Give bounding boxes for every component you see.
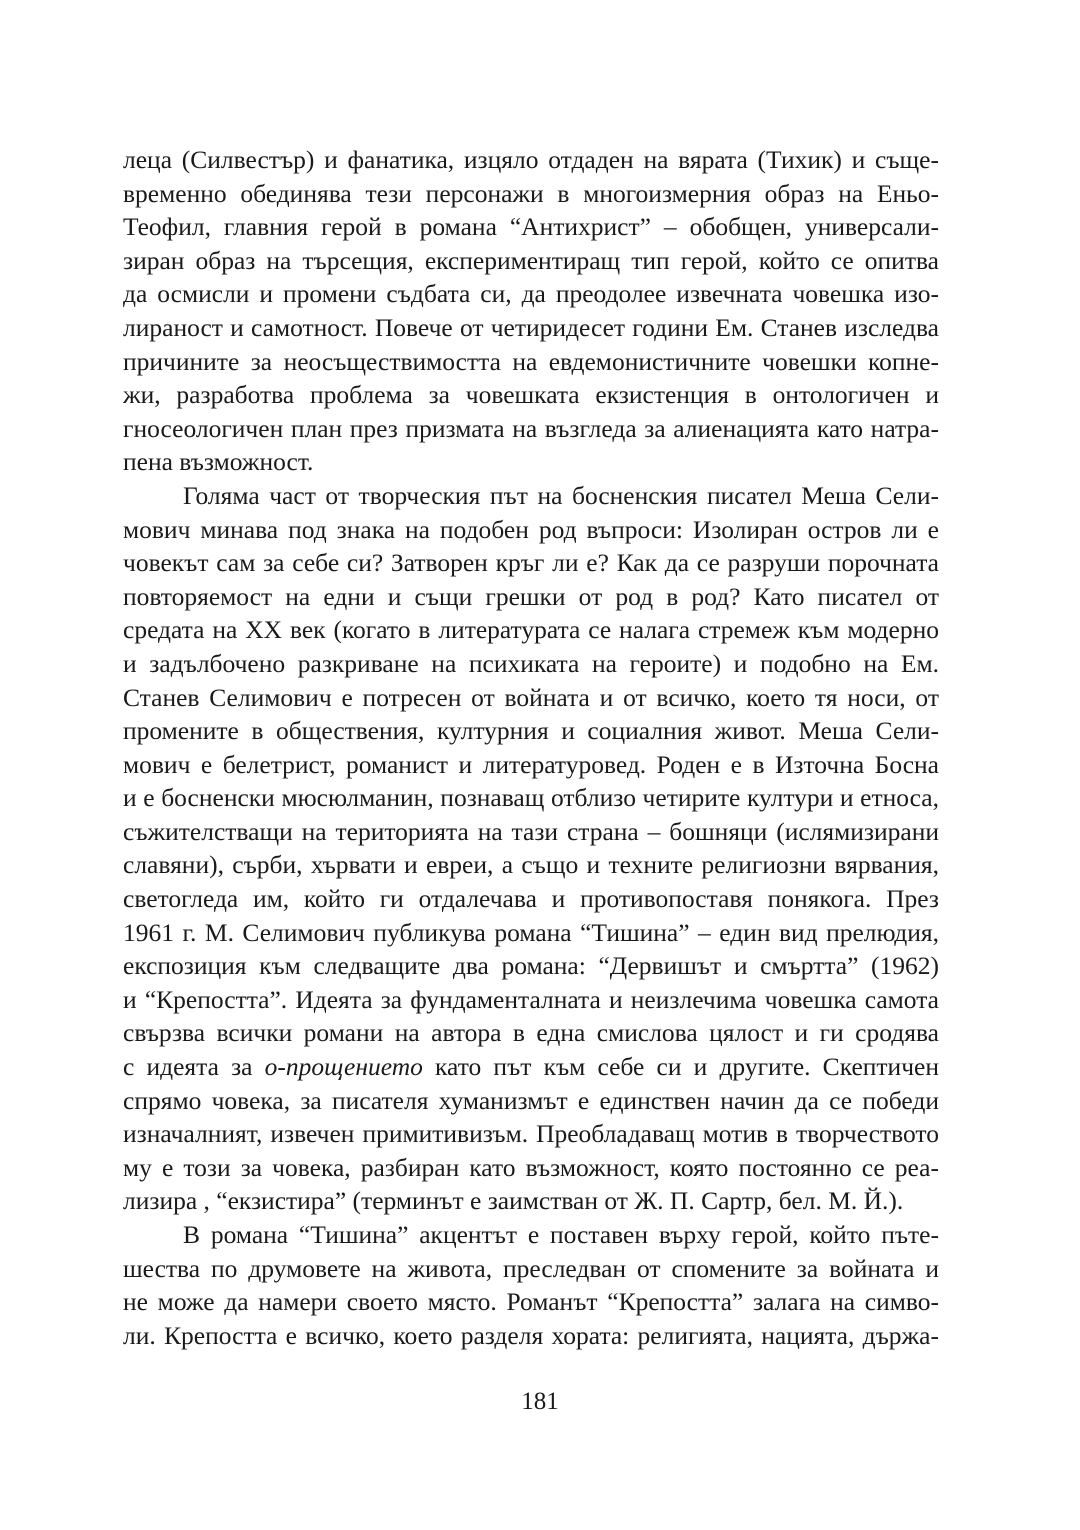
text-line: Голяма част от творческия път на босненския писател Меша Сели- <box>183 480 939 510</box>
text-line: изначалният, извечен примитивизъм. Преобладаващ мотив в творчеството <box>123 1119 939 1149</box>
text-line: В романа “Тишина” акцентът е поставен върху герой, който пъте- <box>183 1220 939 1249</box>
text-run: като път към себе си и другите. Скептичен <box>422 1052 939 1082</box>
text-line: мович минава под знака на подобен род въпроси: Изолиран остров ли е <box>123 514 939 544</box>
text-run: с идеята за <box>123 1052 265 1082</box>
text-line: свързва всички романи на автора в една смислова цялост и ги сродява <box>123 1018 939 1048</box>
text-line: Станев Селимович е потресен от войната и от всичко, което тя носи, от <box>123 682 939 712</box>
text-line: експозиция към следващите два романа: “Дервишът и смъртта” (1962) <box>123 951 939 981</box>
paragraph-1 <box>123 143 939 479</box>
paragraph-2 <box>123 479 939 1218</box>
text-line: мович е белетрист, романист и литературовед. Роден е в Източна Босна <box>123 749 939 779</box>
text-line: жи, разработва проблема за човешката екзистенция в онтологичен и <box>123 380 939 410</box>
text-line: 1961 г. М. Селимович публикува романа “Тишина” – един вид прелюдия, <box>123 917 939 947</box>
text-line: леца (Силвестър) и фанатика, изцяло отдаден на вярата (Тихик) и същe- <box>123 145 939 174</box>
text-line: лираност и самотност. Повече от четиридесет години Ем. Станев изследва <box>123 312 939 342</box>
text-line: му е този за човека, разбиран като възможност, която постоянно се реа- <box>123 1152 939 1182</box>
text-line: временно обединява тези персонажи в многоизмерния образ на Еньо- <box>123 178 939 208</box>
text-line: средата на XX век (когато в литературата се налага стремеж към модерно <box>123 615 939 645</box>
italic-term: о-прощението <box>264 1052 423 1082</box>
text-line: славяни), сърби, хървати и евреи, а също и техните религиозни вярвания, <box>123 850 939 880</box>
text-line: зиран образ на търсещия, експериментиращ тип герой, който се опитва <box>123 245 939 275</box>
text-line: спрямо човека, за писателя хуманизмът е единствен начин да се победи <box>123 1085 939 1115</box>
text-line: гносеологичен план през призмата на възгледа за алиенацията като натра- <box>123 413 939 443</box>
text-line: съжителстващи на територията на тази страна – бошняци (ислямизирани <box>123 816 939 846</box>
page-body <box>123 143 939 1352</box>
text-line: повторяемост на едни и същи грешки от род в род? Като писател от <box>123 581 939 611</box>
text-line: човекът сам за себе си? Затворен кръг ли е? Как да се разруши порочната <box>123 548 939 578</box>
text-line: да осмисли и промени съдбата си, да преодолее извечната човешка изо- <box>123 279 939 309</box>
paragraph-3 <box>123 1218 939 1352</box>
text-line: промените в обществения, културния и социалния живот. Меша Сели- <box>123 716 939 746</box>
page-number: 181 <box>521 1388 559 1415</box>
text-line: и е босненски мюсюлманин, познаващ отблизо четирите култури и етноса, <box>123 783 939 813</box>
text-line: светогледа им, който ги отдалечава и противопоставя понякога. През <box>123 884 939 914</box>
text-line: пена възможност. <box>123 447 314 477</box>
text-line: шества по друмовете на живота, преследван от спомените за войната и <box>123 1253 939 1283</box>
text-line: ли. Крепостта е всичко, което разделя хората: религията, нацията, държа- <box>123 1320 939 1350</box>
text-line: не може да намери своето място. Романът “Крепостта” залага на симво- <box>123 1287 939 1317</box>
text-line: лизира , “екзистира” (терминът е заимстван от Ж. П. Сартр, бел. М. Й.). <box>123 1186 904 1216</box>
text-line: причините за неосъществимостта на евдемонистичните човешки копне- <box>123 346 939 376</box>
text-line-with-italic <box>123 1050 939 1084</box>
text-line: и задълбочено разкриване на психиката на героите) и подобно на Ем. <box>123 648 939 678</box>
text-line: и “Крепостта”. Идеята за фундаменталната и неизлечима човешка самота <box>123 984 939 1014</box>
text-line: Теофил, главния герой в романа “Антихрист” – обобщен, универсали- <box>123 212 939 242</box>
